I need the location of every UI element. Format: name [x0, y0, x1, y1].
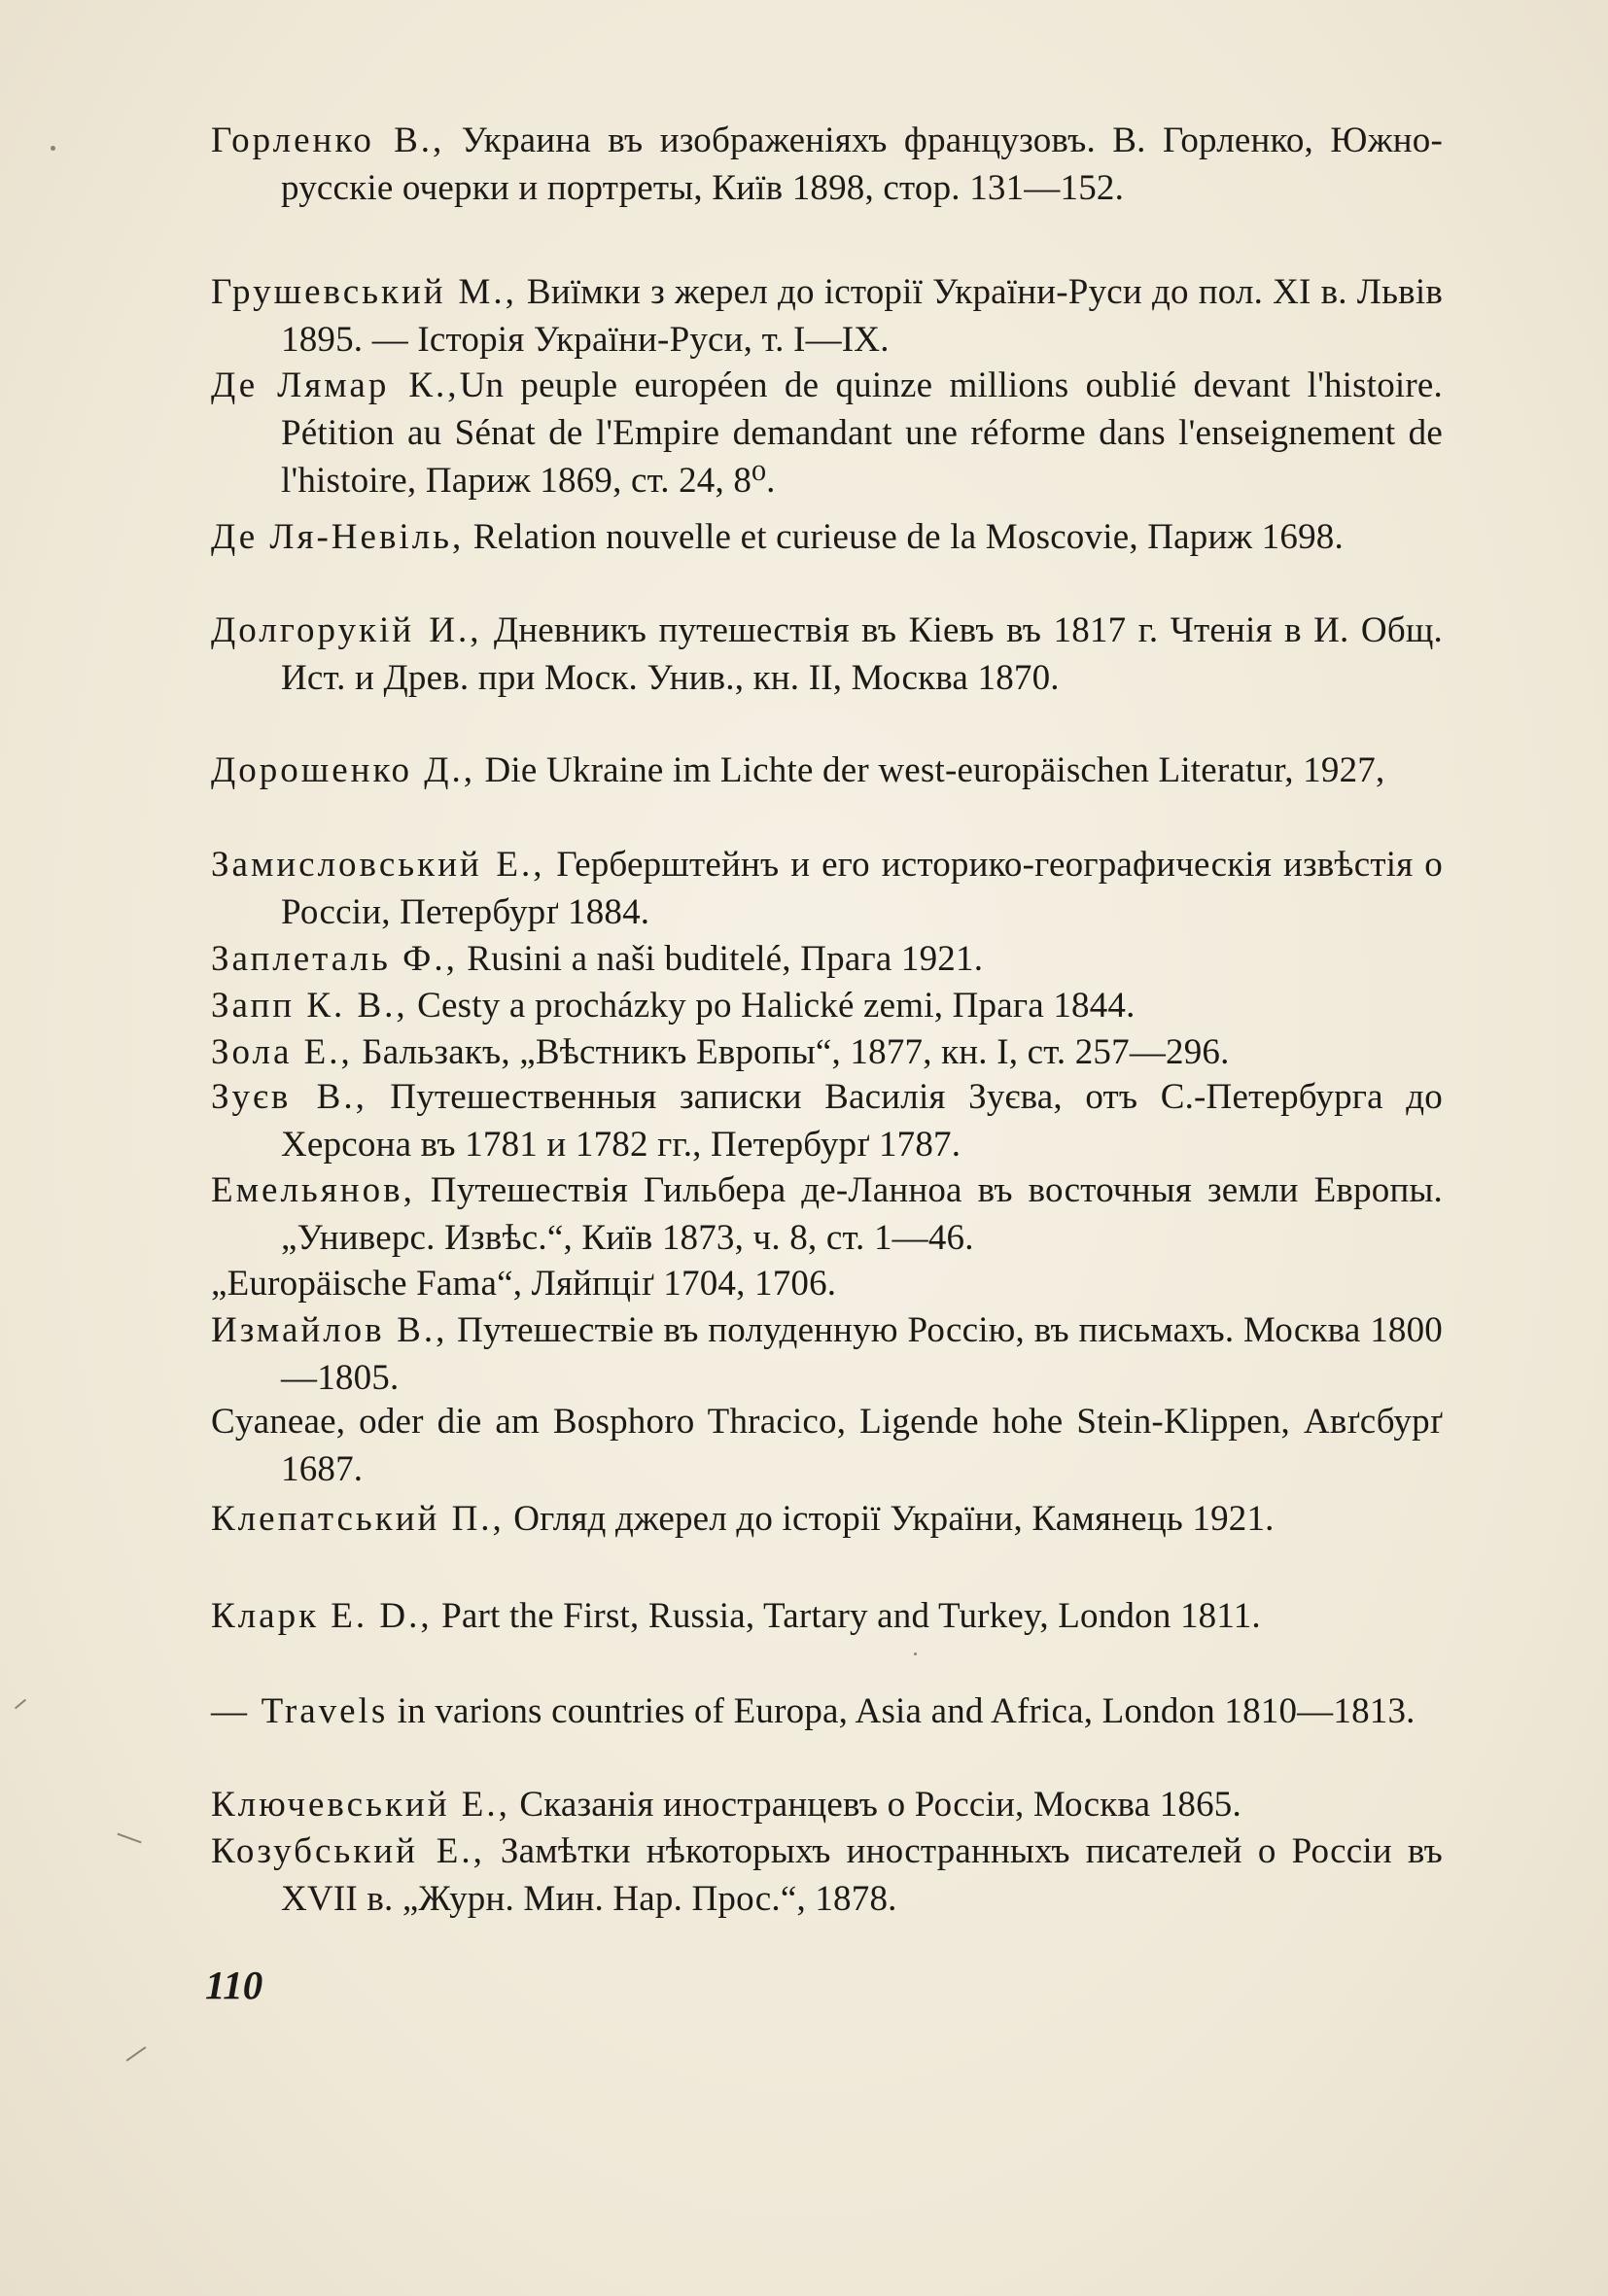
bibliography-entry [211, 1495, 1443, 1543]
entry-author: Емельянов, [211, 1170, 415, 1210]
scan-speck [914, 1652, 917, 1655]
entry-text: Замѣтки нѣкоторыхъ иностранныхъ писателей о Россіи въ XVII в. „Журн. Мин. Нар. Прос.“, 1878. [281, 1831, 1443, 1919]
entry-text: „Europäische Fama“, Ляйпціґ 1704, 1706. [211, 1264, 837, 1304]
entry-author: — Travels [211, 1691, 389, 1731]
bibliography-entry [211, 607, 1443, 702]
bibliography-entry [211, 1073, 1443, 1168]
page-number: 110 [205, 1963, 263, 2007]
entry-author: Клепатський П., [211, 1499, 505, 1539]
entry-author: Измайлов В., [211, 1310, 448, 1350]
scan-speck [126, 2046, 147, 2061]
bibliography-entry [211, 1592, 1443, 1640]
entry-author: Долгорукій И., [211, 610, 482, 650]
entry-author: Козубський Е., [211, 1831, 485, 1871]
bibliography-entry [211, 1827, 1443, 1923]
entry-author: Ключевський Е., [211, 1785, 510, 1825]
entry-text: Rusini a naši buditelé, Прага 1921. [457, 939, 984, 979]
entry-author: Грушевський М., [211, 272, 517, 312]
entry-text: Сказанія иностранцевъ о Россіи, Москва 1865. [509, 1785, 1241, 1825]
entry-text: Part the First, Russia, Tartary and Turkey, London 1811. [432, 1596, 1261, 1636]
bibliography-entry [211, 982, 1443, 1029]
entry-text: Путешествіе въ полуденную Россію, въ письмахъ. Москва 1800—1805. [281, 1310, 1443, 1398]
entry-text: Путешественныя записки Василія Зуєва, отъ С.-Петербурга до Херсона въ 1781 и 1782 гг., Петербурґ 1787. [281, 1077, 1443, 1165]
entry-author: Зуєв В., [211, 1077, 367, 1117]
bibliography-entry [211, 1687, 1443, 1735]
bibliography-entry [211, 1260, 1443, 1307]
scan-speck [15, 1699, 26, 1710]
scan-speck [117, 1833, 141, 1844]
bibliography-entry [211, 1781, 1443, 1828]
entry-text: Путешествія Гильбера де-Ланноа въ восточныя земли Европы. „Универс. Извѣс.“, Київ 1873, ч. 8, ст. 1—46. [281, 1170, 1443, 1258]
bibliography-entry [211, 362, 1443, 504]
bibliography-entry [211, 1028, 1443, 1076]
entry-text: in varions countries of Europa, Asia and Africa, London 1810—1813. [388, 1691, 1416, 1731]
entry-text: Бальзакъ, „Вѣстникъ Европы“, 1877, кн. I, ст. 257—296. [352, 1032, 1230, 1072]
entry-text: Герберштейнъ и его историко-географическія извѣстія о Россіи, Петербурґ 1884. [281, 845, 1443, 932]
bibliography-entry [211, 841, 1443, 936]
entry-author: Зола Е., [211, 1032, 353, 1072]
entry-author: Де Ля-Невіль, [211, 517, 465, 557]
entry-author: Де Лямар К., [211, 365, 460, 405]
bibliography-entry [211, 1166, 1443, 1262]
entry-author: Замисловський Е., [211, 845, 545, 885]
bibliography-entry [211, 513, 1443, 561]
entry-author: Горленко В., [211, 121, 445, 160]
entry-text: Огляд джерел до історії України, Камянець 1921. [504, 1499, 1275, 1539]
entry-text: Un peuple européen de quinze millions oublié devant l'histoire. Pétition au Sénat de l'Empire demandant une réforme dans l'enseignement de l'histoire, Париж 1869, ст. 24, 8⁰. [281, 365, 1443, 501]
bibliography-entry [211, 117, 1443, 212]
entry-text: Виїмки з жерел до історії України-Руси до пол. XI в. Львів 1895. — Історія України-Руси, т. I—IX. [281, 272, 1443, 360]
entry-text: Relation nouvelle et curieuse de la Moscovie, Париж 1698. [464, 517, 1344, 557]
entry-text: Украина въ изображеніяхъ французовъ. В. Горленко, Южно-русскіе очерки и портреты, Київ 1898, стор. 131—152. [281, 121, 1443, 208]
entry-text: Cesty a procházky po Halické zemi, Прага 1844. [407, 986, 1136, 1026]
entry-author: Запп К. В., [211, 986, 408, 1026]
entry-author: Кларк E. D., [211, 1596, 433, 1636]
bibliography-entry [211, 747, 1443, 794]
bibliography-entry [211, 1306, 1443, 1402]
entry-text: Дневникъ путешествія въ Кіевъ въ 1817 г. Чтенія в И. Общ. Ист. и Древ. при Моск. Унив., кн. II, Москва 1870. [281, 610, 1443, 698]
bibliography-entry [211, 268, 1443, 364]
bibliography-entry [211, 935, 1443, 983]
bibliography-entry [211, 1398, 1443, 1493]
entry-text: Die Ukraine im Lichte der west-europäischen Literatur, 1927, [475, 750, 1385, 790]
entry-author: Дорошенко Д., [211, 750, 476, 790]
entry-text: Cyaneae, oder die am Bosphoro Thracico, Ligende hohe Stein-Klippen, Авґсбурґ 1687. [211, 1402, 1443, 1489]
entry-author: Заплеталь Ф., [211, 939, 458, 979]
scan-speck [51, 146, 55, 151]
